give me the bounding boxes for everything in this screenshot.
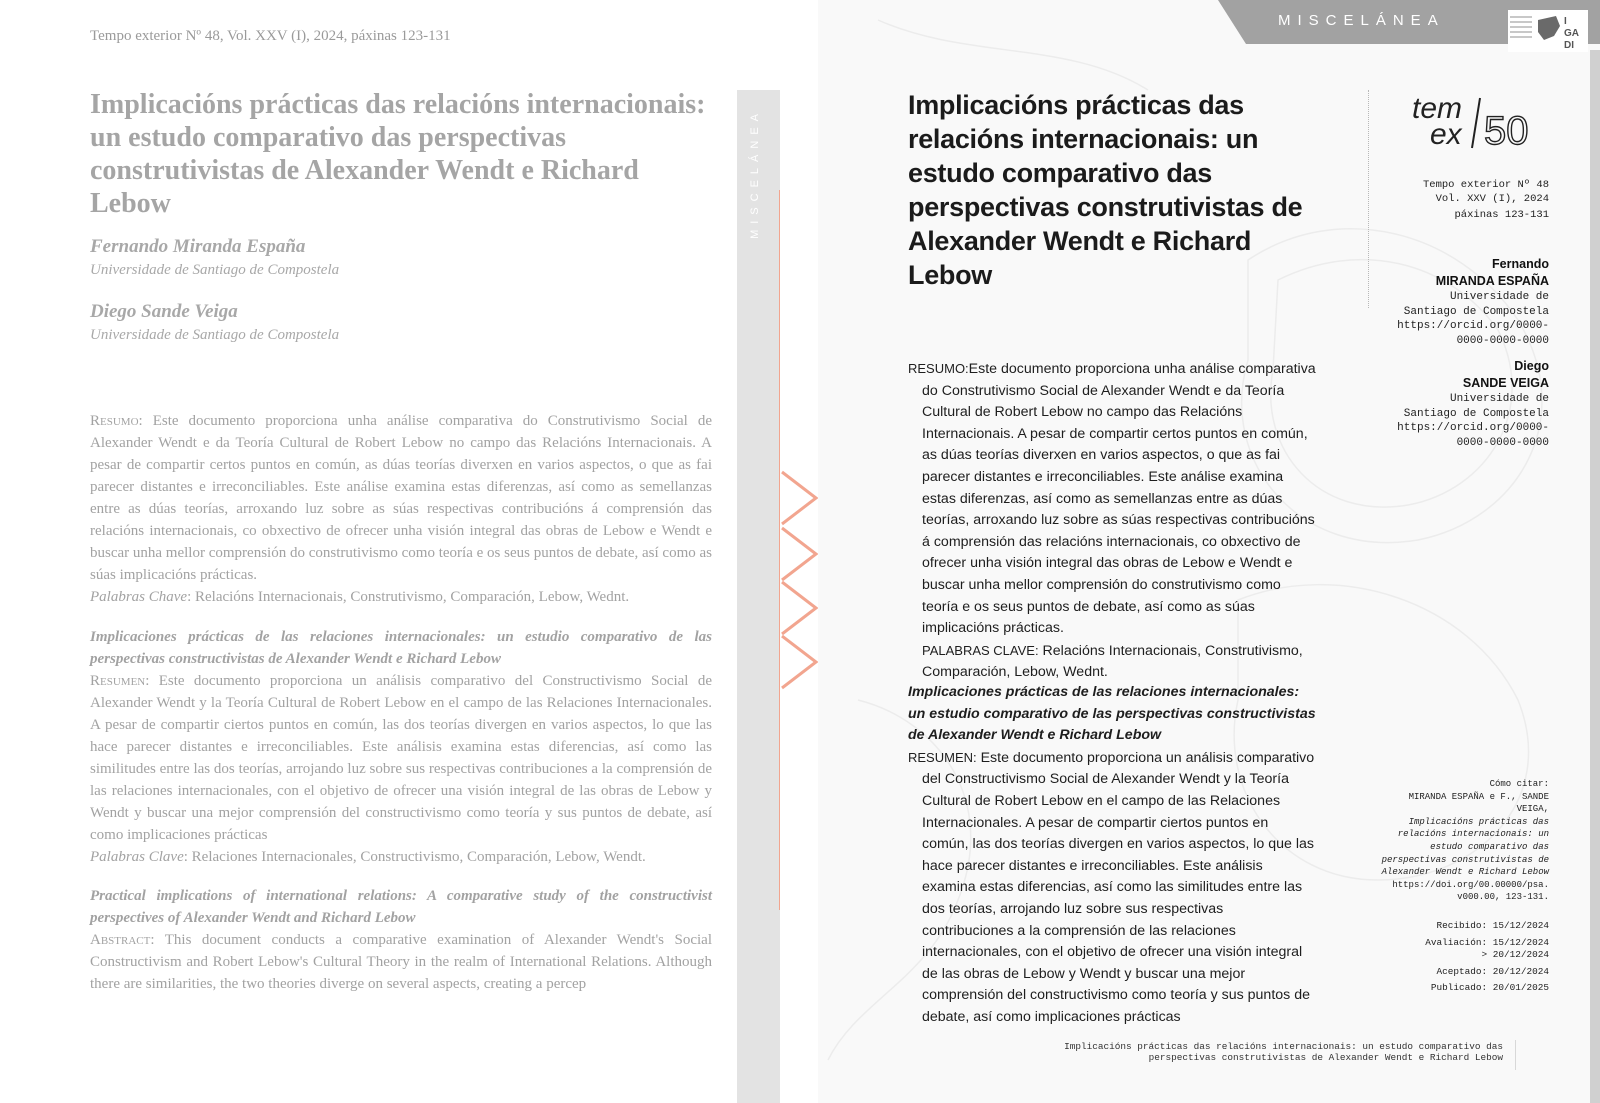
chevron-icon — [782, 528, 816, 580]
citation-authors: MIRANDA ESPAÑA e F., SANDE VEIGA, — [1408, 791, 1549, 815]
gutter-section-label: MISCELÁNEA — [749, 108, 761, 239]
resumo-label: RESUMO: — [908, 361, 969, 376]
chevron-icon — [782, 582, 816, 634]
citation-block — [1373, 778, 1549, 904]
left-abstract-block — [90, 885, 712, 995]
abstract-text: : This document conducts a comparative examination of Alexander Wendt's Social Constructivism and Robert Lebow's Cultural Theory in the realm of International Relations. Although there are similarities, the two theories diverge on several aspects, creating a percep — [90, 932, 712, 992]
left-gutter-band — [737, 90, 780, 1103]
left-author-name: Fernando Miranda España — [90, 236, 306, 257]
date-row: Aceptado: 20/12/2024 — [1436, 965, 1549, 977]
igadi-logo-text-3: DI — [1564, 40, 1574, 51]
left-author-name: Diego Sande Veiga — [90, 301, 238, 322]
journal-info — [1373, 178, 1549, 222]
left-page — [0, 0, 780, 1103]
date-row: > 20/12/2024 — [1481, 949, 1549, 960]
palabras-clave-label: Palabras Clave — [90, 849, 184, 865]
right-page — [818, 0, 1600, 1103]
right-edge-bar — [1590, 50, 1600, 1103]
dates-block — [1373, 918, 1549, 997]
journal-issue: Tempo exterior Nº 48 — [1422, 179, 1549, 191]
author-first-name: Fernando — [1492, 257, 1549, 271]
igadi-logo-text-2: GA — [1564, 28, 1579, 39]
author-last-name: SANDE VEIGA — [1462, 376, 1549, 390]
author-card — [1373, 358, 1549, 450]
citation-title: Implicacións prácticas das relacións internacionais: un estudo comparativo das perspectivas construtivistas de Alexander Wendt e Richard Lebow — [1381, 816, 1549, 878]
date-row: Avaliación: 15/12/2024 — [1425, 936, 1549, 948]
resumen-text: : Este documento proporciona un análisis comparativo del Constructivismo Social de Alexander Wendt y la Teoría Cultural de Robert Lebow en el campo de las Relaciones Internacionales. A pesar de compartir ciertos puntos en común, las dos teorías divergen en varios aspectos, lo que las hace parecer distantes e irreconciliables. Este análisis examina estas diferencias, así como las similitudes entre las dos teorías, arrojando luz sobre sus respectivas contribuciones a la comprensión de las relaciones internacionales, con el objetivo de ofrecer una visión integral de las obras de Lebow y Wendt y buscar una mejor comprensión del constructivismo como teoría y sus puntos de debate, así como implicaciones prácticas — [90, 673, 712, 843]
date-row: Publicado: 20/01/2025 — [1430, 982, 1549, 993]
journal-volume: Vol. XXV (I), 2024 — [1435, 193, 1549, 205]
author-first-name: Diego — [1514, 359, 1549, 373]
palabras-clave-text: : Relaciones Internacionales, Constructivismo, Comparación, Lebow, Wendt. — [183, 849, 646, 865]
palabras-clave-text: Relacións Internacionais, Construtivismo, Comparación, Lebow, Wednt. — [922, 642, 1303, 681]
left-article-title: Implicacións prácticas das relacións internacionais: un estudo comparativo das perspectivas construtivistas de Alexander Wendt e Richard Lebow — [90, 89, 706, 219]
journal-pages: páxinas 123-131 — [1454, 209, 1549, 221]
temex-logo — [1408, 92, 1548, 154]
spanish-title: Implicaciones prácticas de las relaciones internacionales: un estudio comparativo de las perspectivas constructivistas de Alexander Wendt e Richard Lebow — [90, 629, 712, 667]
author-affiliation: Santiago de Compostela — [1403, 305, 1549, 318]
temex-logo-tem: tem — [1412, 92, 1463, 125]
igadi-logo — [1508, 10, 1588, 52]
author-affiliation: Santiago de Compostela — [1403, 407, 1549, 420]
temex-logo-ex: ex — [1430, 118, 1462, 151]
resumen-section — [908, 682, 1318, 1029]
resumo-text: : Este documento proporciona unha análise comparativa do Construtivismo Social de Alexander Wendt e da Teoría Cultural de Robert Lebow no campo das Relacións Internacionais. A pesar de compartir certos puntos en común, as dúas teorías diverxen en varios aspectos, o que as fai parecer distantes e irreconciliables. Este análise examina estas diferenzas, así como as semellanzas entre as dúas teorías, arroxando luz sobre as súas respectivas contribucións á comprensión das relacións internacionais, co obxectivo de ofrecer unha visión integral das obras de Lebow e Wendt e buscar unha mellor comprensión do construtivismo como teoría e os seus puntos de debate, así como as súas implicacións prácticas. — [90, 413, 712, 583]
author-affiliation: Universidade de — [1449, 291, 1549, 303]
igadi-logo-text-1: I — [1564, 16, 1567, 27]
footer-divider — [1515, 1040, 1516, 1070]
resumo-label: Resumo — [90, 413, 139, 429]
orcid-link[interactable]: 0000-0000-0000 — [1456, 334, 1549, 347]
author-last-name: MIRANDA ESPAÑA — [1435, 274, 1549, 288]
left-resumo-block — [90, 410, 712, 608]
spanish-title: Implicaciones prácticas de las relaciones internacionales: un estudio comparativo de las perspectivas constructivistas de Alexander Wendt e Richard Lebow — [908, 684, 1316, 744]
left-author-affiliation: Universidade de Santiago de Compostela — [90, 327, 340, 343]
orcid-link[interactable]: 0000-0000-0000 — [1456, 436, 1549, 449]
dotted-divider — [1368, 90, 1369, 308]
date-row: Recibido: 15/12/2024 — [1436, 920, 1549, 931]
running-footer — [968, 1041, 1503, 1063]
citation-label: Cómo citar: — [1489, 779, 1549, 789]
citation-doi[interactable]: https://doi.org/00.00000/psa. v000.00, 123-131. — [1392, 879, 1549, 903]
left-author-affiliation: Universidade de Santiago de Compostela — [90, 262, 340, 278]
palabras-chave-label: Palabras Chave — [90, 589, 188, 605]
chevron-decoration — [780, 470, 820, 700]
temex-logo-number: 50 — [1484, 109, 1529, 153]
english-title: Practical implications of international relations: A comparative study of the constructivist perspectives of Alexander Wendt and Richard Lebow — [90, 888, 712, 926]
author-affiliation: Universidade de — [1449, 393, 1549, 405]
section-banner-label: MISCELÁNEA — [1278, 12, 1445, 29]
left-resumen-block — [90, 626, 712, 868]
palabras-chave-text: : Relacións Internacionais, Construtivismo, Comparación, Lebow, Wednt. — [187, 589, 630, 605]
abstract-label: Abstract — [90, 932, 151, 948]
resumo-text: Este documento proporciona unha análise comparativa do Construtivismo Social de Alexander Wendt e da Teoría Cultural de Robert Lebow no campo das Relacións Internacionais. A pesar de compartir certos puntos en común, as dúas teorías diverxen en varios aspectos, o que as fai parecer distantes e irreconciliables. Este análise examina estas diferenzas, así como as semellanzas entre as dúas teorías, arroxando luz sobre as súas respectivas contribucións á comprensión das relacións internacionais, co obxectivo de ofrecer unha visión integral das obras de Lebow e Wendt e buscar unha mellor comprensión do construtivismo como teoría e os seus puntos de debate, así como as súas implicacións prácticas. — [922, 361, 1316, 637]
orcid-link[interactable]: https://orcid.org/0000- — [1397, 422, 1549, 434]
left-running-header: Tempo exterior Nº 48, Vol. XXV (I), 2024, páxinas 123-131 — [90, 28, 451, 44]
footer-line: perspectivas construtivistas de Alexander Wendt e Richard Lebow — [1148, 1052, 1503, 1063]
resumen-label: Resumen — [90, 673, 146, 689]
resumo-section — [908, 358, 1318, 684]
orcid-link[interactable]: https://orcid.org/0000- — [1397, 320, 1549, 332]
article-title: Implicacións prácticas das relacións internacionais: un estudo comparativo das perspectivas construtivistas de Alexander Wendt e Richard Lebow — [908, 90, 1303, 290]
footer-line: Implicacións prácticas das relacións internacionais: un estudo comparativo das — [1064, 1041, 1503, 1052]
chevron-icon — [782, 636, 816, 688]
chevron-icon — [782, 472, 816, 524]
palabras-clave-label: PALABRAS CLAVE: — [922, 642, 1039, 658]
resumen-text: Este documento proporciona un análisis comparativo del Constructivismo Social de Alexander Wendt y la Teoría Cultural de Robert Lebow en el campo de las Relaciones Internacionales. A pesar de compartir ciertos puntos en común, las dos teorías divergen en varios aspectos, lo que las hace parecer distantes e irreconciliables. Este análisis examina estas diferencias, así como las similitudes entre las dos teorías, arrojando luz sobre sus respectivas contribuciones a la comprensión de las relaciones internacionales, con el objetivo de ofrecer una visión integral de las obras de Lebow y Wendt y buscar una mejor comprensión del constructivismo como teoría y sus puntos de debate, así como implicaciones prácticas — [922, 749, 1315, 1025]
resumen-label: RESUMEN: — [908, 749, 977, 765]
author-card — [1373, 256, 1549, 348]
